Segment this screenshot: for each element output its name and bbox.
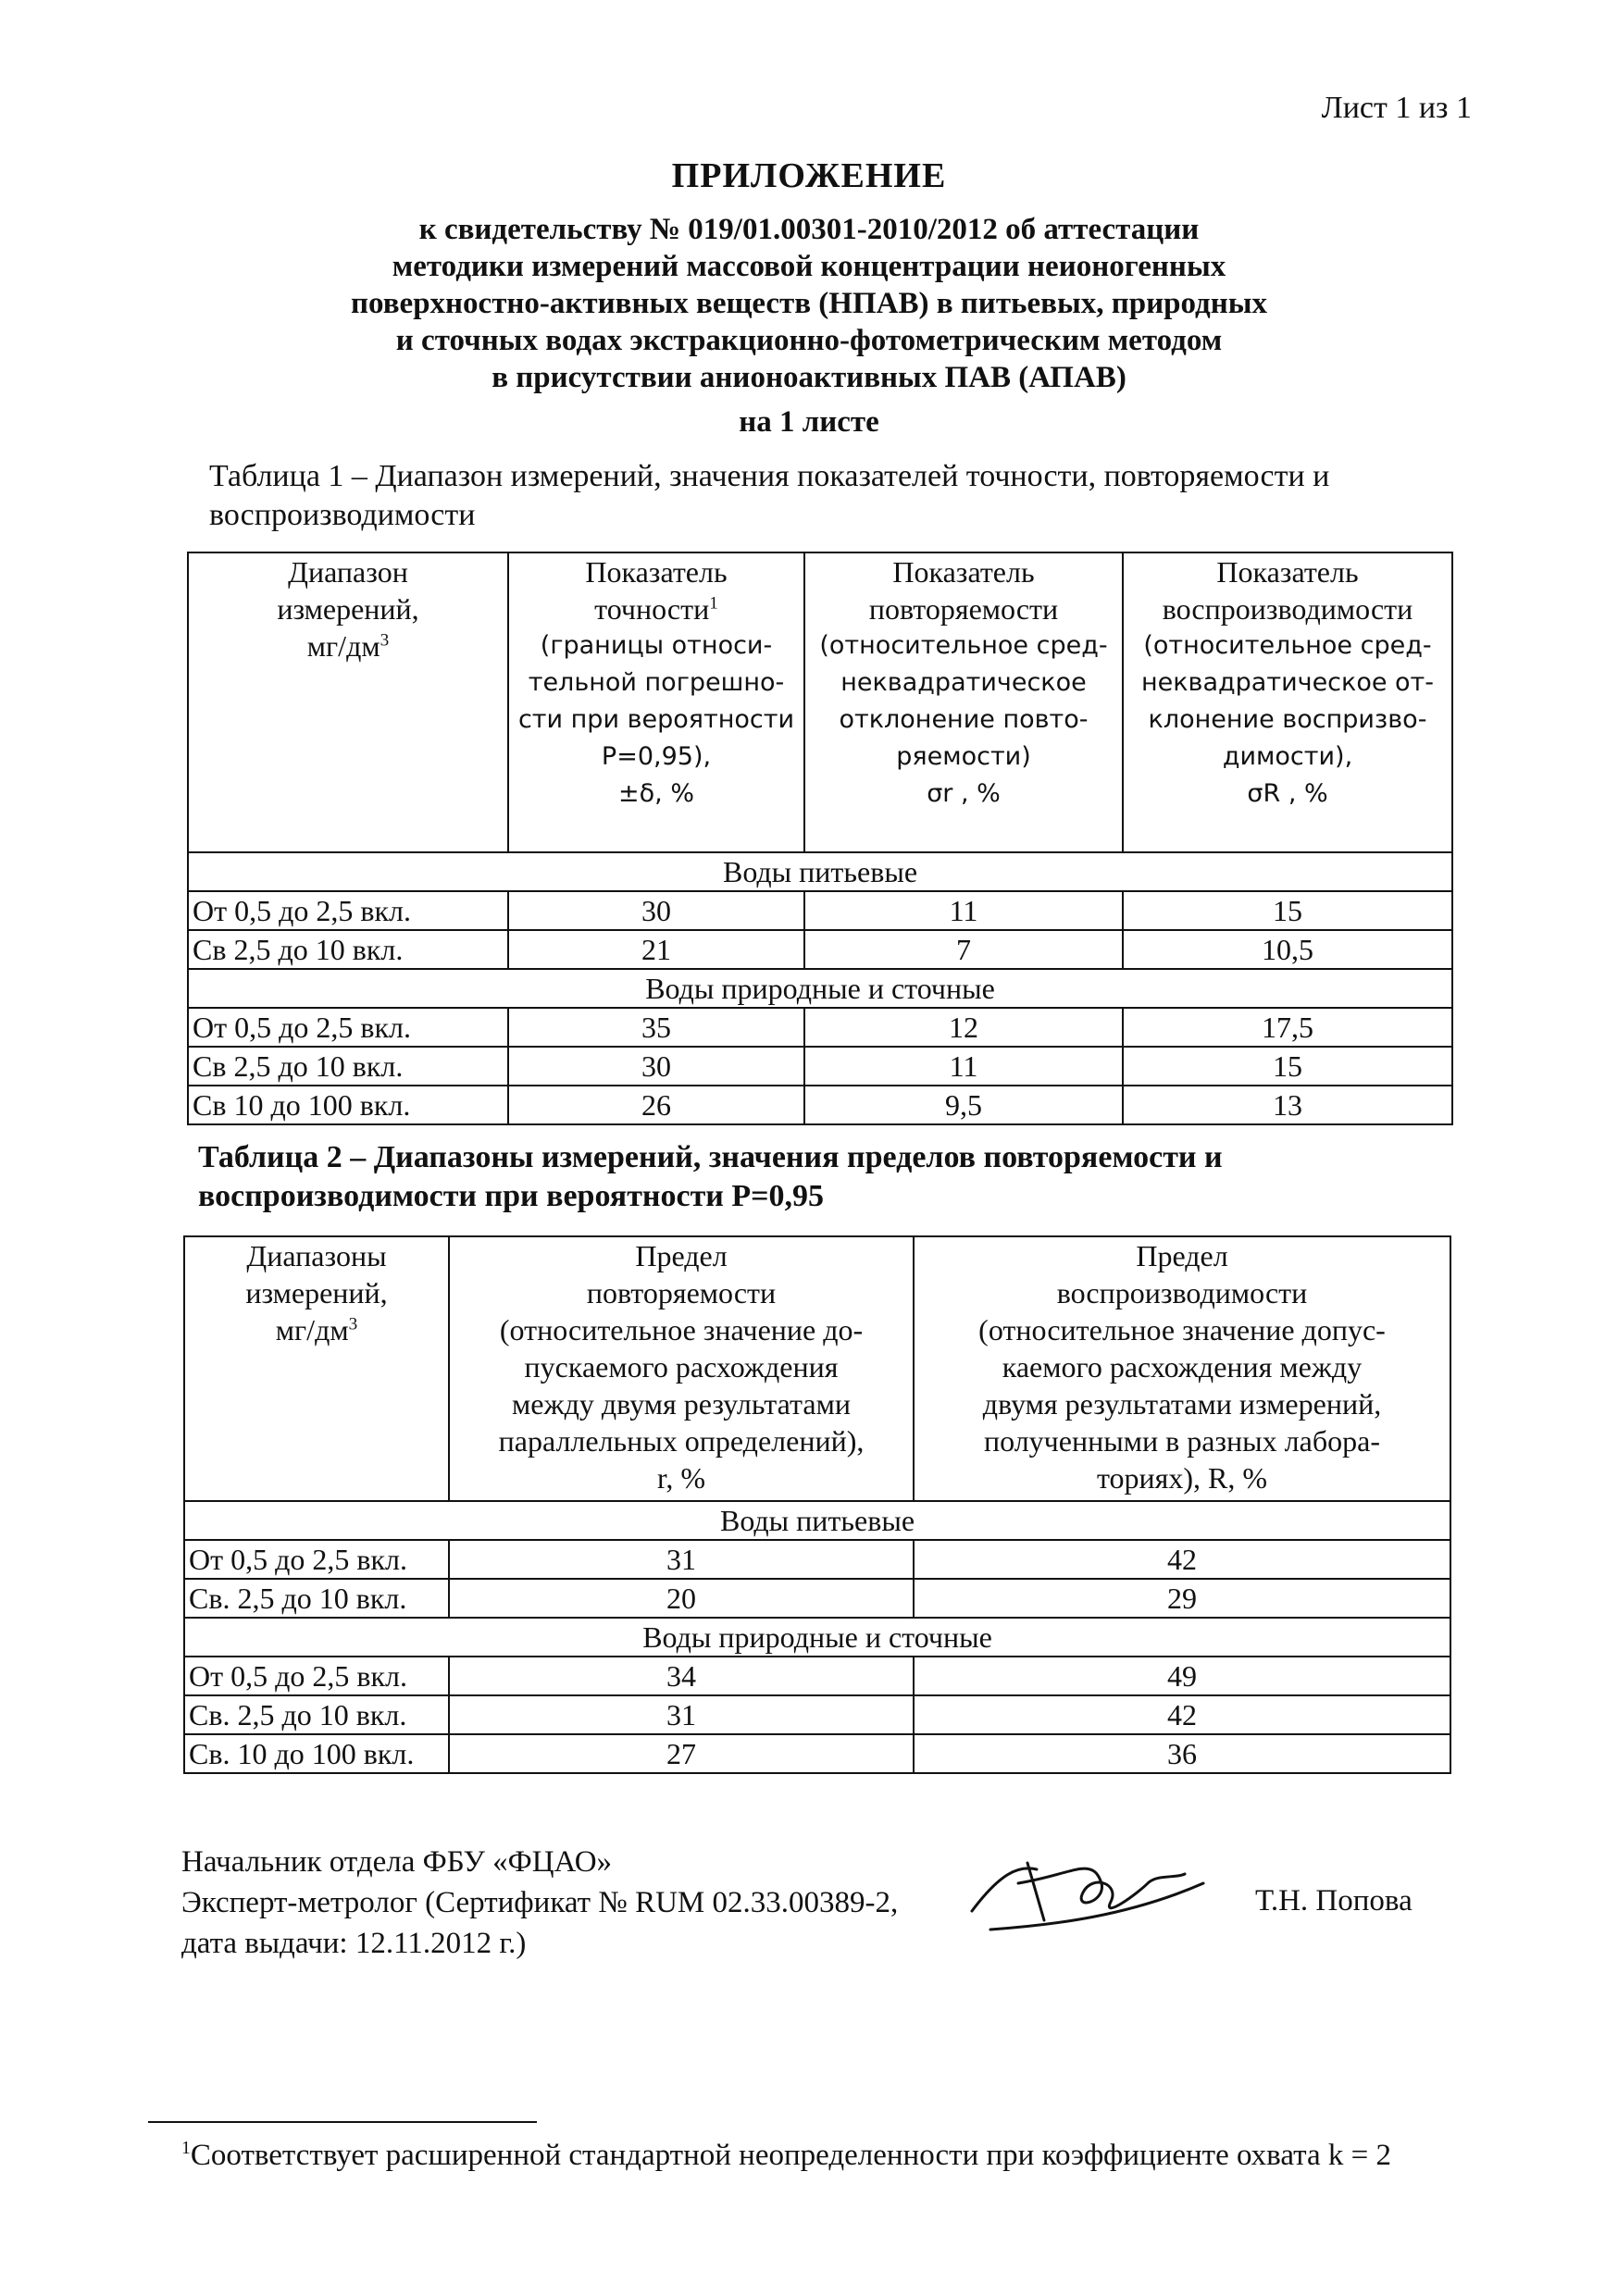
range-cell: От 0,5 до 2,5 вкл. bbox=[188, 891, 508, 930]
header-note: отклонение повто- bbox=[839, 705, 1089, 734]
section-label: Воды питьевые bbox=[184, 1501, 1450, 1540]
header-note: клонение воспризво- bbox=[1148, 705, 1427, 734]
table-row bbox=[188, 1008, 1452, 1047]
value-cell: 21 bbox=[508, 930, 804, 969]
table2-header-row bbox=[184, 1236, 1450, 1501]
table-row bbox=[184, 1579, 1450, 1618]
value-cell: 11 bbox=[804, 891, 1123, 930]
header-note: сти при вероятности bbox=[517, 705, 795, 734]
header-note: Р=0,95), bbox=[601, 742, 712, 771]
value-cell: 30 bbox=[508, 1047, 804, 1086]
header-text: повторяемости bbox=[586, 1276, 777, 1309]
unit-superscript: 3 bbox=[380, 630, 390, 651]
header-text: Диапазон bbox=[288, 555, 408, 589]
header-text: ториях), R, % bbox=[1096, 1461, 1268, 1495]
subtitle-line: к свидетельству № 019/01.00301-2010/2012 об аттестации bbox=[418, 213, 1200, 246]
caption-line: воспроизводимости при вероятности Р=0,95 bbox=[198, 1179, 825, 1213]
unit-superscript: 3 bbox=[348, 1314, 358, 1334]
range-cell: От 0,5 до 2,5 вкл. bbox=[184, 1657, 449, 1695]
value-cell: 7 bbox=[804, 930, 1123, 969]
value-cell: 34 bbox=[449, 1657, 914, 1695]
table2-header-repeatability-limit bbox=[449, 1236, 914, 1501]
header-text: каемого расхождения между bbox=[1002, 1350, 1363, 1384]
sheet-number: Лист 1 из 1 bbox=[1321, 91, 1472, 125]
section-label: Воды природные и сточные bbox=[188, 969, 1452, 1008]
value-cell: 31 bbox=[449, 1540, 914, 1579]
table-row bbox=[184, 1695, 1450, 1734]
handwritten-signature bbox=[963, 1846, 1213, 1948]
header-symbol: σR , % bbox=[1247, 779, 1328, 808]
range-cell: Св. 2,5 до 10 вкл. bbox=[184, 1695, 449, 1734]
table2-caption bbox=[198, 1138, 1494, 1216]
table1-header-reproducibility bbox=[1123, 552, 1452, 852]
document-title: ПРИЛОЖЕНИЕ bbox=[671, 156, 947, 195]
value-cell: 35 bbox=[508, 1008, 804, 1047]
value-cell: 31 bbox=[449, 1695, 914, 1734]
value-cell: 42 bbox=[914, 1695, 1450, 1734]
table-row bbox=[184, 1540, 1450, 1579]
header-text: воспроизводимости bbox=[1056, 1276, 1308, 1309]
footnote-mark: 1 bbox=[181, 2138, 191, 2158]
header-text: двумя результатами измерений, bbox=[982, 1387, 1382, 1421]
header-note: (относительное сред- bbox=[1143, 631, 1432, 660]
header-note: тельной погрешно- bbox=[528, 668, 785, 697]
table1-header-row bbox=[188, 552, 1452, 852]
table2 bbox=[183, 1235, 1451, 1774]
header-text: полученными в разных лабора- bbox=[984, 1424, 1380, 1458]
header-unit bbox=[194, 627, 502, 664]
range-cell: Св. 2,5 до 10 вкл. bbox=[184, 1579, 449, 1618]
subtitle-line: в присутствии анионоактивных ПАВ (АПАВ) bbox=[492, 361, 1126, 394]
document-subtitle bbox=[161, 211, 1457, 396]
header-text: Диапазоны bbox=[246, 1239, 387, 1272]
header-symbol: σr , % bbox=[927, 779, 1001, 808]
header-unit bbox=[191, 1311, 442, 1348]
value-cell: 27 bbox=[449, 1734, 914, 1773]
subtitle-line: поверхностно-активных веществ (НПАВ) в питьевых, природных bbox=[351, 287, 1267, 320]
table1 bbox=[187, 552, 1453, 1125]
table-row bbox=[188, 891, 1452, 930]
range-cell: Св 2,5 до 10 вкл. bbox=[188, 1047, 508, 1086]
header-note: неквадратическое от- bbox=[1140, 668, 1435, 697]
table-row bbox=[184, 1657, 1450, 1695]
table1-header-repeatability bbox=[804, 552, 1123, 852]
section-label: Воды природные и сточные bbox=[184, 1618, 1450, 1657]
footnote-ref: 1 bbox=[709, 593, 718, 614]
section-label: Воды питьевые bbox=[188, 852, 1452, 891]
value-cell: 29 bbox=[914, 1579, 1450, 1618]
signatory-line: Эксперт-метролог (Сертификат № RUM 02.33.00389-2, bbox=[181, 1886, 899, 1919]
range-cell: Св 10 до 100 вкл. bbox=[188, 1086, 508, 1124]
value-cell: 26 bbox=[508, 1086, 804, 1124]
value-cell: 30 bbox=[508, 891, 804, 930]
value-cell: 49 bbox=[914, 1657, 1450, 1695]
unit-text: мг/дм bbox=[275, 1313, 349, 1347]
value-cell: 12 bbox=[804, 1008, 1123, 1047]
value-cell: 20 bbox=[449, 1579, 914, 1618]
value-cell: 11 bbox=[804, 1047, 1123, 1086]
table2-header-range bbox=[184, 1236, 449, 1501]
footnote-text: Соответствует расширенной стандартной неопределенности при коэффициенте охвата k = 2 bbox=[190, 2139, 1391, 2172]
header-text: точности bbox=[594, 592, 710, 626]
header-text: Показатель bbox=[585, 555, 728, 589]
header-note: (границы относи- bbox=[540, 631, 773, 660]
table1-header-accuracy bbox=[508, 552, 804, 852]
value-cell: 15 bbox=[1123, 891, 1452, 930]
value-cell: 9,5 bbox=[804, 1086, 1123, 1124]
footnote bbox=[181, 2134, 1459, 2177]
header-text: r, % bbox=[656, 1461, 706, 1495]
header-note: неквадратическое bbox=[840, 668, 1087, 697]
table2-header-reproducibility-limit bbox=[914, 1236, 1450, 1501]
value-cell: 13 bbox=[1123, 1086, 1452, 1124]
range-cell: От 0,5 до 2,5 вкл. bbox=[184, 1540, 449, 1579]
table-row bbox=[188, 930, 1452, 969]
value-cell: 42 bbox=[914, 1540, 1450, 1579]
header-note: ряемости) bbox=[896, 742, 1031, 771]
value-cell: 17,5 bbox=[1123, 1008, 1452, 1047]
table-row bbox=[188, 1086, 1452, 1124]
table1-section-row bbox=[188, 852, 1452, 891]
header-text: Предел bbox=[635, 1239, 728, 1272]
subtitle-line: и сточных водах экстракционно-фотометрическим методом bbox=[395, 324, 1223, 357]
header-text: параллельных определений), bbox=[498, 1424, 865, 1458]
range-cell: Св. 10 до 100 вкл. bbox=[184, 1734, 449, 1773]
header-text: воспроизводимости bbox=[1162, 592, 1413, 626]
header-note: (относительное сред- bbox=[819, 631, 1108, 660]
table-row bbox=[184, 1734, 1450, 1773]
header-text: повторяемости bbox=[868, 592, 1059, 626]
table2-section-row bbox=[184, 1501, 1450, 1540]
header-text: измерений, bbox=[245, 1276, 388, 1309]
subtitle-line: методики измерений массовой концентрации неионогенных bbox=[392, 250, 1226, 283]
header-note: димости), bbox=[1222, 742, 1353, 771]
header-text: Показатель bbox=[1216, 555, 1359, 589]
table1-header-range bbox=[188, 552, 508, 852]
header-text: Показатель bbox=[892, 555, 1035, 589]
signatory-name: Т.Н. Попова bbox=[1255, 1884, 1413, 1917]
header-text: пускаемого расхождения bbox=[524, 1350, 839, 1384]
range-cell: Св 2,5 до 10 вкл. bbox=[188, 930, 508, 969]
table1-caption: Таблица 1 – Диапазон измерений, значения показателей точности, повторяемости и воспроизводимости bbox=[209, 459, 1330, 532]
sheet-count: на 1 листе bbox=[739, 405, 879, 439]
range-cell: От 0,5 до 2,5 вкл. bbox=[188, 1008, 508, 1047]
header-text bbox=[515, 590, 798, 627]
signatory-block bbox=[181, 1842, 898, 1964]
header-text: (относительное значение допус- bbox=[978, 1313, 1386, 1347]
signatory-line: Начальник отдела ФБУ «ФЦАО» bbox=[181, 1845, 613, 1879]
table1-section-row bbox=[188, 969, 1452, 1008]
table2-section-row bbox=[184, 1618, 1450, 1657]
unit-text: мг/дм bbox=[306, 629, 380, 663]
signatory-line: дата выдачи: 12.11.2012 г.) bbox=[181, 1927, 527, 1960]
table-row bbox=[188, 1047, 1452, 1086]
value-cell: 10,5 bbox=[1123, 930, 1452, 969]
header-text: между двумя результатами bbox=[512, 1387, 851, 1421]
value-cell: 36 bbox=[914, 1734, 1450, 1773]
header-symbol: ±δ, % bbox=[618, 779, 694, 808]
footnote-separator bbox=[148, 2121, 537, 2123]
header-text: измерений, bbox=[277, 592, 419, 626]
header-text: (относительное значение до- bbox=[499, 1313, 864, 1347]
value-cell: 15 bbox=[1123, 1047, 1452, 1086]
header-text: Предел bbox=[1136, 1239, 1228, 1272]
caption-line: Таблица 2 – Диапазоны измерений, значения пределов повторяемости и bbox=[198, 1140, 1223, 1174]
